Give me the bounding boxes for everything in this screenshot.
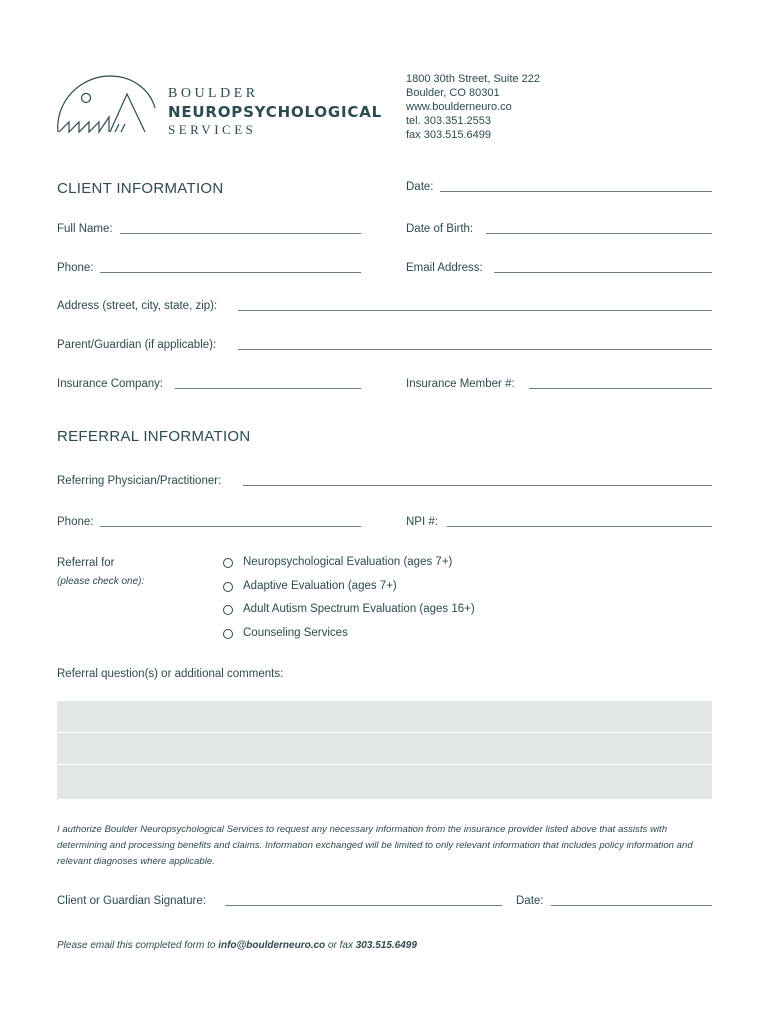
- physician-field[interactable]: [243, 485, 712, 486]
- contact-website[interactable]: www.boulderneuro.co: [406, 101, 512, 113]
- option-neuro-radio[interactable]: [223, 558, 233, 568]
- brand-line3: SERVICES: [168, 122, 257, 137]
- comment-row: [57, 701, 712, 733]
- member-field[interactable]: [529, 388, 712, 389]
- referral-phone-field[interactable]: [100, 526, 361, 527]
- referral-phone-label: Phone:: [57, 516, 94, 528]
- email-field[interactable]: [494, 272, 712, 273]
- address-label: Address (street, city, state, zip):: [57, 300, 218, 312]
- full-name-field[interactable]: [120, 233, 361, 234]
- option-counseling-label: Counseling Services: [243, 627, 348, 639]
- signature-date-field[interactable]: [551, 905, 712, 906]
- referral-section-title: REFERRAL INFORMATION: [57, 428, 251, 445]
- physician-label: Referring Physician/Practitioner:: [57, 475, 222, 487]
- client-section-title: CLIENT INFORMATION: [57, 180, 224, 197]
- comments-textarea[interactable]: [57, 701, 712, 799]
- contact-address1: 1800 30th Street, Suite 222: [406, 73, 540, 85]
- signature-date-label: Date:: [516, 895, 544, 907]
- referral-for-label: Referral for: [57, 557, 115, 569]
- contact-block: [406, 72, 540, 142]
- comment-row: [57, 733, 712, 765]
- brand-line1: BOULDER: [168, 86, 259, 101]
- footer-note: [57, 940, 417, 951]
- client-date-label: Date:: [406, 181, 434, 193]
- option-autism-label: Adult Autism Spectrum Evaluation (ages 16+): [243, 603, 475, 615]
- client-phone-label: Phone:: [57, 262, 94, 274]
- dob-field[interactable]: [486, 233, 712, 234]
- footer-fax: 303.515.6499: [355, 940, 417, 951]
- check-hint: (please check one):: [57, 576, 145, 587]
- guardian-field[interactable]: [238, 349, 712, 350]
- authorization-text: I authorize Boulder Neuropsychological Services to request any necessary information from the insurance provider listed above that assists with determining and processing benefits and claims. Information exchanged will be limited to only relevant information that includes policy information and relevant diagnoses where applicable.: [57, 824, 693, 867]
- email-label: Email Address:: [406, 262, 483, 274]
- option-neuro-label: Neuropsychological Evaluation (ages 7+): [243, 556, 453, 568]
- comment-row: [57, 765, 712, 797]
- client-date-field[interactable]: [440, 191, 712, 192]
- signature-field[interactable]: [225, 905, 502, 906]
- brand-line2: NEUROPSYCHOLOGICAL: [168, 103, 382, 121]
- comments-label: Referral question(s) or additional comments:: [57, 668, 284, 680]
- footer-prefix: Please email this completed form to: [57, 940, 219, 951]
- option-adaptive-label: Adaptive Evaluation (ages 7+): [243, 580, 397, 592]
- option-autism-radio[interactable]: [223, 605, 233, 615]
- brand-logo: [55, 72, 382, 142]
- footer-email[interactable]: info@boulderneuro.co: [218, 940, 326, 951]
- footer-middle: or fax: [325, 940, 356, 951]
- signature-label: Client or Guardian Signature:: [57, 895, 206, 907]
- insurance-field[interactable]: [175, 388, 361, 389]
- npi-label: NPI #:: [406, 516, 438, 528]
- address-field[interactable]: [238, 310, 712, 311]
- contact-address2: Boulder, CO 80301: [406, 87, 500, 99]
- client-phone-field[interactable]: [100, 272, 361, 273]
- full-name-label: Full Name:: [57, 223, 113, 235]
- option-adaptive-radio[interactable]: [223, 582, 233, 592]
- member-label: Insurance Member #:: [406, 378, 515, 390]
- contact-fax: fax 303.515.6499: [406, 129, 492, 141]
- npi-field[interactable]: [447, 526, 712, 527]
- contact-tel: tel. 303.351.2553: [406, 115, 492, 127]
- dob-label: Date of Birth:: [406, 223, 474, 235]
- mountain-logo-icon: [55, 72, 161, 138]
- insurance-label: Insurance Company:: [57, 378, 164, 390]
- option-counseling-radio[interactable]: [223, 629, 233, 639]
- guardian-label: Parent/Guardian (if applicable):: [57, 339, 217, 351]
